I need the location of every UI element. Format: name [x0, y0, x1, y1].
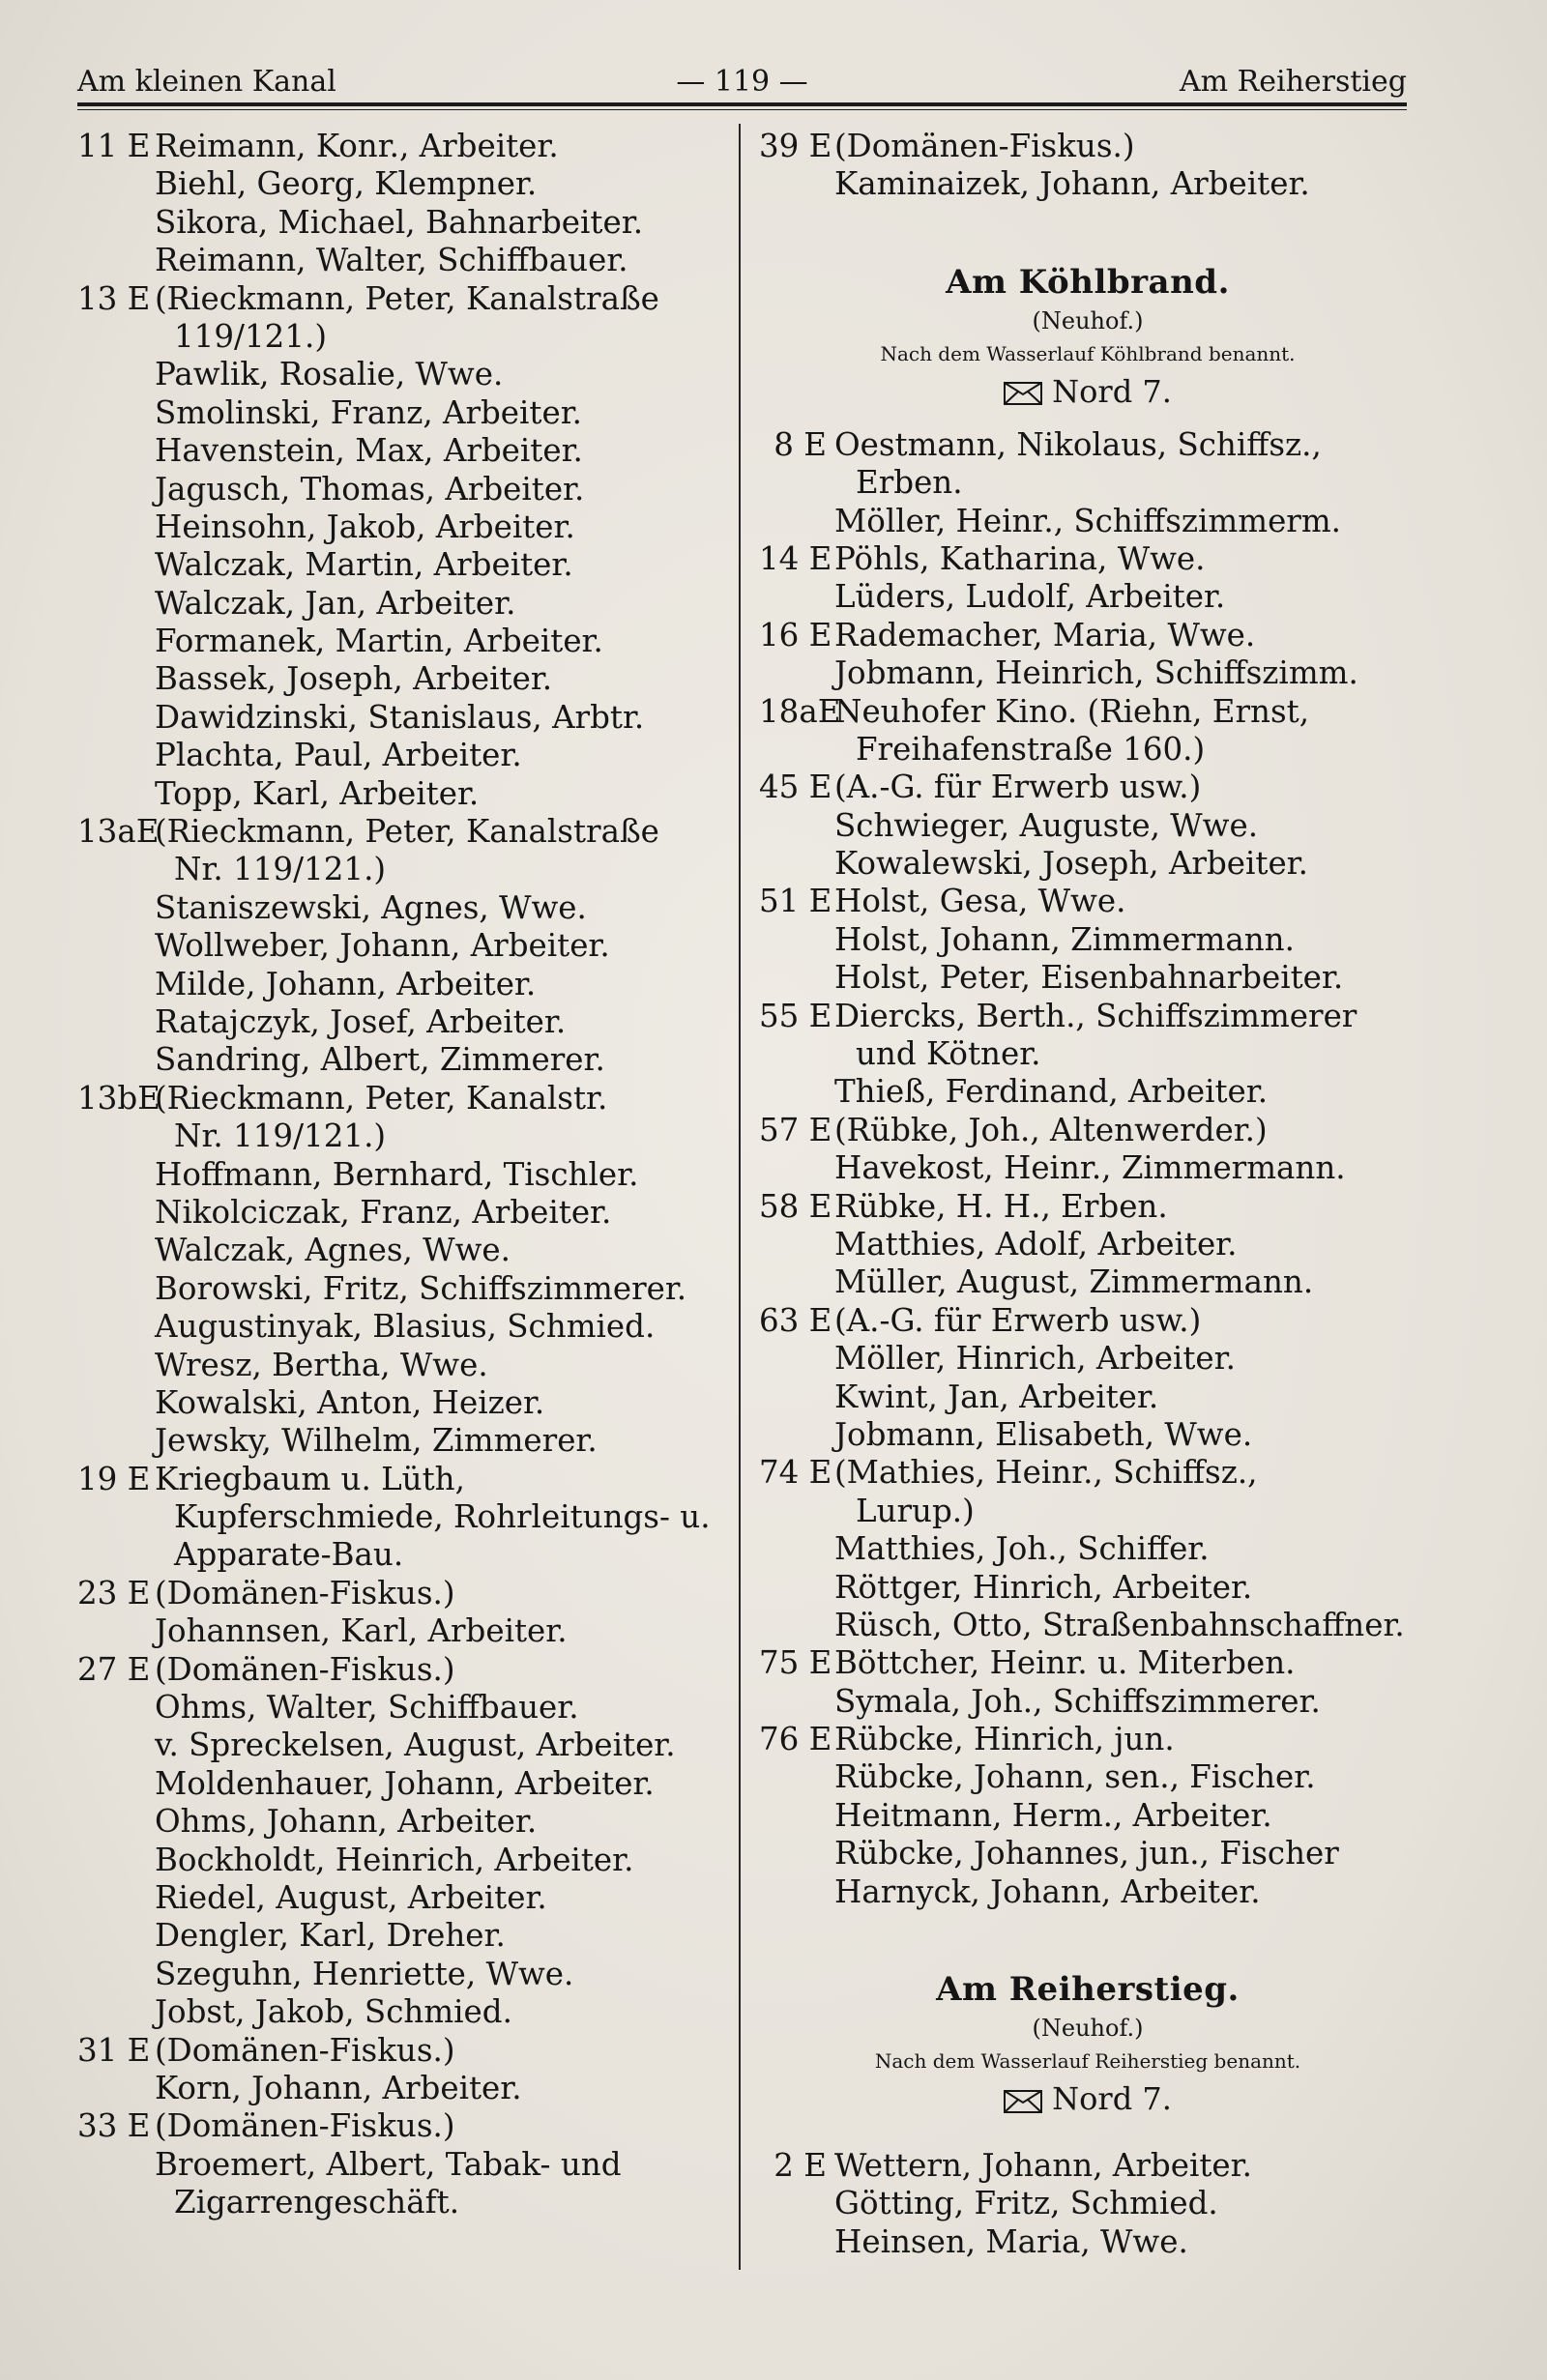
entry-line — [77, 889, 725, 927]
address-entry — [759, 1454, 1416, 1644]
entry-line — [77, 165, 725, 203]
resident-line: Augustinyak, Blasius, Schmied. — [155, 1308, 656, 1346]
resident-line: Röttger, Hinrich, Arbeiter. — [834, 1568, 1253, 1606]
resident-line: Pawlik, Rosalie, Wwe. — [155, 356, 504, 393]
postal-district: Nord 7. — [1052, 2080, 1172, 2118]
section-am-reiherstieg — [759, 1967, 1416, 2120]
resident-line: Matthies, Joh., Schiffer. — [834, 1530, 1210, 1568]
section-am-koehlbrand — [759, 260, 1416, 413]
entry-first-line: Diercks, Berth., Schiffszimmerer — [834, 997, 1357, 1034]
address-entry — [77, 280, 725, 813]
resident-line: Holst, Peter, Eisenbahnarbeiter. — [834, 959, 1344, 997]
section-postal — [759, 370, 1416, 413]
house-number: 2 E — [774, 2147, 827, 2185]
resident-line: Jagusch, Thomas, Arbeiter. — [155, 470, 585, 508]
resident-line: 119/121.) — [174, 317, 328, 355]
address-entry — [759, 128, 1416, 204]
left-column — [77, 128, 725, 2221]
header-right-street: Am Reiherstieg — [1179, 65, 1407, 99]
entry-first-line: Rademacher, Maria, Wwe. — [834, 616, 1256, 653]
resident-line: Walczak, Agnes, Wwe. — [155, 1232, 511, 1269]
entry-first-line: (Domänen-Fiskus.) — [155, 1574, 455, 1611]
resident-line: Harnyck, Johann, Arbeiter. — [834, 1872, 1261, 1910]
resident-line: Reimann, Walter, Schiffbauer. — [155, 242, 628, 279]
entry-first-line: Böttcher, Heinr. u. Miterben. — [834, 1644, 1296, 1682]
entry-line — [77, 1117, 725, 1155]
house-number: 14 E — [759, 539, 832, 577]
entry-line — [77, 1879, 725, 1917]
entry-line — [77, 1347, 725, 1384]
resident-line: Lurup.) — [856, 1492, 975, 1529]
entry-line — [77, 966, 725, 1003]
address-entry — [759, 426, 1416, 540]
entry-line — [759, 578, 1416, 616]
entry-first-line: Rübke, H. H., Erben. — [834, 1187, 1168, 1225]
entry-first-line: (Rieckmann, Peter, Kanalstraße — [155, 813, 659, 851]
house-number: 57 E — [759, 1111, 832, 1148]
entry-line — [759, 464, 1416, 502]
envelope-icon — [1004, 2090, 1042, 2113]
resident-line: Matthies, Adolf, Arbeiter. — [834, 1225, 1238, 1263]
reiherstieg-entries — [759, 2147, 1416, 2261]
entry-first-line: Reimann, Konr., Arbeiter. — [155, 128, 559, 164]
address-entry — [77, 128, 725, 280]
entry-line — [77, 1194, 725, 1232]
entry-line — [77, 1422, 725, 1460]
section-title: Am Köhlbrand. — [946, 262, 1230, 302]
house-number: 16 E — [759, 616, 832, 653]
entry-line — [759, 1263, 1416, 1301]
entry-line — [77, 1803, 725, 1841]
resident-line: Havekost, Heinr., Zimmermann. — [834, 1149, 1346, 1187]
resident-line: Kupferschmiede, Rohrleitungs- u. — [174, 1498, 711, 1536]
entry-line — [77, 1270, 725, 1308]
entry-first-line: (A.-G. für Erwerb usw.) — [834, 769, 1202, 806]
entry-first-line: Wettern, Johann, Arbeiter. — [834, 2147, 1252, 2185]
entry-first-line: Holst, Gesa, Wwe. — [834, 883, 1126, 920]
entry-line — [77, 1651, 725, 1689]
house-number: 18aE — [759, 692, 841, 730]
entry-line — [77, 1080, 725, 1117]
resident-line: Rübcke, Johann, sen., Fischer. — [834, 1758, 1316, 1796]
resident-line: Sandring, Albert, Zimmerer. — [155, 1041, 605, 1079]
entry-line — [77, 1765, 725, 1803]
address-entry — [759, 1188, 1416, 1302]
entry-line — [77, 623, 725, 660]
resident-line: Freihafenstraße 160.) — [856, 730, 1206, 768]
house-number: 74 E — [759, 1454, 832, 1492]
house-number: 76 E — [759, 1721, 832, 1758]
entry-first-line: (Rübke, Joh., Altenwerder.) — [834, 1111, 1268, 1148]
resident-line: Korn, Johann, Arbeiter. — [155, 2069, 522, 2106]
address-entry — [759, 1644, 1416, 1721]
address-entry — [77, 1461, 725, 1575]
entry-line — [77, 204, 725, 242]
entry-line — [77, 660, 725, 698]
header-left-street: Am kleinen Kanal — [77, 65, 336, 99]
entry-line — [77, 2032, 725, 2070]
address-entry — [759, 540, 1416, 617]
resident-line: Topp, Karl, Arbeiter. — [155, 774, 480, 812]
resident-line: Thieß, Ferdinand, Arbeiter. — [834, 1073, 1269, 1111]
entry-line — [759, 1035, 1416, 1073]
entry-line — [759, 693, 1416, 731]
entry-line — [759, 807, 1416, 845]
entry-line — [77, 2070, 725, 2107]
entry-line — [77, 546, 725, 584]
entry-first-line: (Mathies, Heinr., Schiffsz., — [834, 1454, 1258, 1492]
entry-first-line: (Domänen-Fiskus.) — [155, 2107, 455, 2145]
resident-line: Johannsen, Karl, Arbeiter. — [155, 1612, 568, 1650]
entry-line — [77, 851, 725, 888]
entry-line — [759, 769, 1416, 806]
entry-line — [77, 1003, 725, 1041]
entry-line — [759, 1683, 1416, 1721]
resident-line: Hoffmann, Bernhard, Tischler. — [155, 1155, 639, 1193]
entry-line — [77, 508, 725, 546]
resident-line: Nr. 119/121.) — [174, 1117, 387, 1155]
resident-line: Moldenhauer, Johann, Arbeiter. — [155, 1764, 655, 1802]
resident-line: Ohms, Johann, Arbeiter. — [155, 1803, 538, 1841]
column-divider — [739, 124, 741, 2270]
entry-line — [77, 927, 725, 965]
resident-line: Holst, Johann, Zimmermann. — [834, 920, 1295, 958]
entry-line — [759, 921, 1416, 959]
resident-line: Walczak, Martin, Arbeiter. — [155, 546, 573, 584]
section-subtitle: (Neuhof.) — [1032, 2015, 1144, 2043]
resident-line: Heinsohn, Jakob, Arbeiter. — [155, 508, 575, 545]
resident-line: Müller, August, Zimmermann. — [834, 1263, 1314, 1301]
resident-line: Kowalski, Anton, Heizer. — [155, 1383, 545, 1421]
entry-line — [77, 128, 725, 165]
resident-line: Dawidzinski, Stanislaus, Arbtr. — [155, 698, 645, 736]
address-entry — [77, 1080, 725, 1461]
address-entry — [77, 2107, 725, 2221]
entry-first-line: (Domänen-Fiskus.) — [155, 1650, 455, 1688]
house-number: 27 E — [77, 1650, 151, 1688]
entry-line — [759, 998, 1416, 1035]
resident-line: Heitmann, Herm., Arbeiter. — [834, 1796, 1272, 1834]
resident-line: Nr. 119/121.) — [174, 851, 387, 888]
resident-line: Staniszewski, Agnes, Wwe. — [155, 888, 587, 926]
running-header — [77, 60, 1407, 104]
entry-line — [77, 1689, 725, 1727]
resident-line: Heinsen, Maria, Wwe. — [834, 2222, 1188, 2260]
entry-line — [77, 2146, 725, 2184]
resident-line: Borowski, Fritz, Schiffszimmerer. — [155, 1269, 687, 1307]
entry-line — [77, 737, 725, 774]
entry-line — [77, 280, 725, 318]
resident-line: Milde, Johann, Arbeiter. — [155, 965, 537, 1002]
resident-line: Lüders, Ludolf, Arbeiter. — [834, 578, 1226, 616]
house-number: 23 E — [77, 1574, 151, 1611]
entry-line — [77, 585, 725, 623]
house-number: 13bE — [77, 1079, 161, 1117]
entry-line — [759, 617, 1416, 654]
entry-line — [77, 813, 725, 851]
house-number: 33 E — [77, 2107, 151, 2145]
envelope-icon — [1004, 382, 1042, 405]
entry-line — [759, 1758, 1416, 1796]
resident-line: v. Spreckelsen, August, Arbeiter. — [155, 1727, 676, 1764]
entry-line — [77, 1612, 725, 1650]
entry-line — [77, 1156, 725, 1194]
entry-line — [77, 1575, 725, 1612]
resident-line: Walczak, Jan, Arbeiter. — [155, 584, 516, 622]
resident-line: Jobmann, Elisabeth, Wwe. — [834, 1415, 1253, 1453]
entry-line — [759, 2147, 1416, 2185]
address-entry — [77, 1651, 725, 2032]
entry-line — [759, 1416, 1416, 1454]
header-rule — [77, 102, 1407, 106]
section-title: Am Reiherstieg. — [936, 1970, 1240, 2010]
section-note: Nach dem Wasserlauf Köhlbrand benannt. — [880, 341, 1296, 365]
entry-line — [759, 540, 1416, 578]
entry-line — [77, 1232, 725, 1269]
entry-line — [77, 775, 725, 813]
resident-line: Plachta, Paul, Arbeiter. — [155, 737, 522, 774]
entry-first-line: Rübcke, Hinrich, jun. — [834, 1721, 1175, 1758]
resident-line: Kwint, Jan, Arbeiter. — [834, 1378, 1159, 1415]
entry-line — [759, 845, 1416, 883]
entry-line — [77, 318, 725, 356]
resident-line: Möller, Heinr., Schiffszimmerm. — [834, 502, 1341, 539]
entry-line — [759, 1493, 1416, 1530]
entry-line — [759, 1644, 1416, 1682]
house-number: 39 E — [759, 128, 832, 164]
resident-line: Broemert, Albert, Tabak- und — [155, 2145, 622, 2183]
entry-first-line: Kriegbaum u. Lüth, — [155, 1460, 465, 1497]
resident-line: Rüsch, Otto, Straßenbahnschaffner. — [834, 1606, 1405, 1643]
address-entry — [77, 813, 725, 1080]
house-number: 31 E — [77, 2031, 151, 2069]
page-number: — 119 — — [676, 65, 808, 99]
entry-line — [759, 426, 1416, 464]
entry-line — [759, 1226, 1416, 1263]
entry-line — [77, 1956, 725, 1993]
entry-line — [77, 1993, 725, 2031]
entry-line — [759, 731, 1416, 769]
right-column — [759, 128, 1416, 2261]
resident-line: Götting, Fritz, Schmied. — [834, 2185, 1218, 2222]
entry-line — [77, 394, 725, 432]
entry-line — [759, 1302, 1416, 1340]
house-number: 75 E — [759, 1644, 832, 1682]
entry-line — [759, 503, 1416, 540]
entry-line — [759, 1454, 1416, 1492]
address-entry — [77, 2032, 725, 2108]
entry-line — [77, 356, 725, 393]
entry-line — [77, 2107, 725, 2145]
entry-line — [759, 1835, 1416, 1872]
koehlbrand-entries — [759, 426, 1416, 1911]
resident-line: Kowalewski, Joseph, Arbeiter. — [834, 845, 1308, 883]
entry-line — [759, 1379, 1416, 1416]
entry-line — [77, 471, 725, 508]
entry-line — [759, 165, 1416, 203]
entry-first-line: Oestmann, Nikolaus, Schiffsz., — [834, 425, 1322, 463]
resident-line: Bassek, Joseph, Arbeiter. — [155, 660, 553, 698]
entry-line — [759, 1112, 1416, 1149]
entry-first-line: Pöhls, Katharina, Wwe. — [834, 539, 1206, 577]
address-entry — [759, 617, 1416, 693]
address-entry — [759, 998, 1416, 1112]
resident-line: Apparate-Bau. — [174, 1536, 404, 1574]
house-number: 13aE — [77, 813, 160, 851]
resident-line: Bockholdt, Heinrich, Arbeiter. — [155, 1841, 634, 1878]
house-number: 11 E — [77, 128, 151, 164]
entry-line — [759, 1149, 1416, 1187]
entry-line — [759, 1530, 1416, 1568]
house-number: 58 E — [759, 1187, 832, 1225]
entry-line — [77, 1041, 725, 1079]
address-entry — [759, 1112, 1416, 1188]
address-entry — [759, 693, 1416, 769]
resident-line: Wollweber, Johann, Arbeiter. — [155, 927, 610, 965]
entry-line — [77, 1498, 725, 1536]
house-number: 19 E — [77, 1460, 151, 1497]
entry-line — [77, 699, 725, 737]
entry-first-line: (A.-G. für Erwerb usw.) — [834, 1301, 1202, 1339]
resident-line: Szeguhn, Henriette, Wwe. — [155, 1955, 574, 1992]
resident-line: Ratajczyk, Josef, Arbeiter. — [155, 1002, 567, 1040]
address-entry — [759, 883, 1416, 997]
entry-line — [759, 128, 1416, 165]
entry-line — [77, 1727, 725, 1764]
entry-line — [77, 432, 725, 470]
entry-line — [759, 1340, 1416, 1378]
section-subtitle: (Neuhof.) — [1032, 306, 1144, 334]
entry-line — [759, 1607, 1416, 1644]
resident-line: Havenstein, Max, Arbeiter. — [155, 432, 583, 470]
resident-line: Erben. — [856, 464, 963, 502]
resident-line: Symala, Joh., Schiffszimmerer. — [834, 1682, 1321, 1720]
resident-line: Dengler, Karl, Dreher. — [155, 1917, 506, 1955]
house-number: 63 E — [759, 1301, 832, 1339]
entry-first-line: (Rieckmann, Peter, Kanalstr. — [155, 1079, 608, 1117]
entry-line — [759, 2185, 1416, 2222]
resident-line: Ohms, Walter, Schiffbauer. — [155, 1689, 579, 1727]
entry-line — [759, 883, 1416, 920]
resident-line: Smolinski, Franz, Arbeiter. — [155, 393, 583, 431]
resident-line: Rübcke, Johannes, jun., Fischer — [834, 1835, 1339, 1872]
entry-first-line: (Rieckmann, Peter, Kanalstraße — [155, 279, 659, 317]
entry-line — [77, 1461, 725, 1498]
resident-line: Jobmann, Heinrich, Schiffszimm. — [834, 654, 1358, 692]
house-number: 45 E — [759, 769, 832, 806]
address-entry — [77, 1575, 725, 1651]
resident-line: und Kötner. — [856, 1035, 1041, 1073]
entry-line — [759, 1188, 1416, 1226]
entry-line — [77, 1308, 725, 1346]
postal-district: Nord 7. — [1052, 372, 1172, 410]
entry-first-line: Neuhofer Kino. (Riehn, Ernst, — [834, 692, 1310, 730]
address-entry — [759, 769, 1416, 883]
resident-line: Biehl, Georg, Klempner. — [155, 165, 538, 203]
entry-line — [77, 1536, 725, 1574]
resident-line: Sikora, Michael, Bahnarbeiter. — [155, 203, 644, 241]
resident-line: Riedel, August, Arbeiter. — [155, 1878, 547, 1916]
entry-line — [759, 2223, 1416, 2261]
entry-line — [759, 1721, 1416, 1758]
entry-line — [759, 1797, 1416, 1835]
house-number: 51 E — [759, 883, 832, 920]
entry-line — [759, 1873, 1416, 1911]
resident-line: Formanek, Martin, Arbeiter. — [155, 623, 603, 660]
section-postal — [759, 2077, 1416, 2120]
entry-line — [77, 2184, 725, 2221]
entry-line — [77, 242, 725, 279]
resident-line: Schwieger, Auguste, Wwe. — [834, 806, 1259, 844]
resident-line: Zigarrengeschäft. — [174, 2184, 460, 2221]
entry-line — [759, 1569, 1416, 1607]
address-entry — [759, 2147, 1416, 2261]
house-number: 13 E — [77, 279, 151, 317]
entry-line — [77, 1842, 725, 1879]
house-number: 8 E — [774, 425, 827, 463]
entry-line — [77, 1917, 725, 1955]
entry-line — [77, 1384, 725, 1422]
header-rule-thin — [77, 109, 1407, 110]
address-entry — [759, 1302, 1416, 1455]
right-column-top-entries — [759, 128, 1416, 204]
entry-first-line: (Domänen-Fiskus.) — [834, 128, 1135, 164]
resident-line: Möller, Hinrich, Arbeiter. — [834, 1340, 1236, 1378]
resident-line: Kaminaizek, Johann, Arbeiter. — [834, 165, 1310, 203]
entry-line — [759, 1073, 1416, 1111]
entry-line — [759, 959, 1416, 997]
entry-first-line: (Domänen-Fiskus.) — [155, 2031, 455, 2069]
entry-line — [759, 654, 1416, 692]
house-number: 55 E — [759, 997, 832, 1034]
section-note: Nach dem Wasserlauf Reiherstieg benannt. — [874, 2049, 1301, 2074]
resident-line: Nikolciczak, Franz, Arbeiter. — [155, 1193, 612, 1231]
resident-line: Jobst, Jakob, Schmied. — [155, 1993, 512, 2031]
resident-line: Wresz, Bertha, Wwe. — [155, 1346, 488, 1383]
address-entry — [759, 1721, 1416, 1911]
resident-line: Jewsky, Wilhelm, Zimmerer. — [155, 1422, 598, 1460]
